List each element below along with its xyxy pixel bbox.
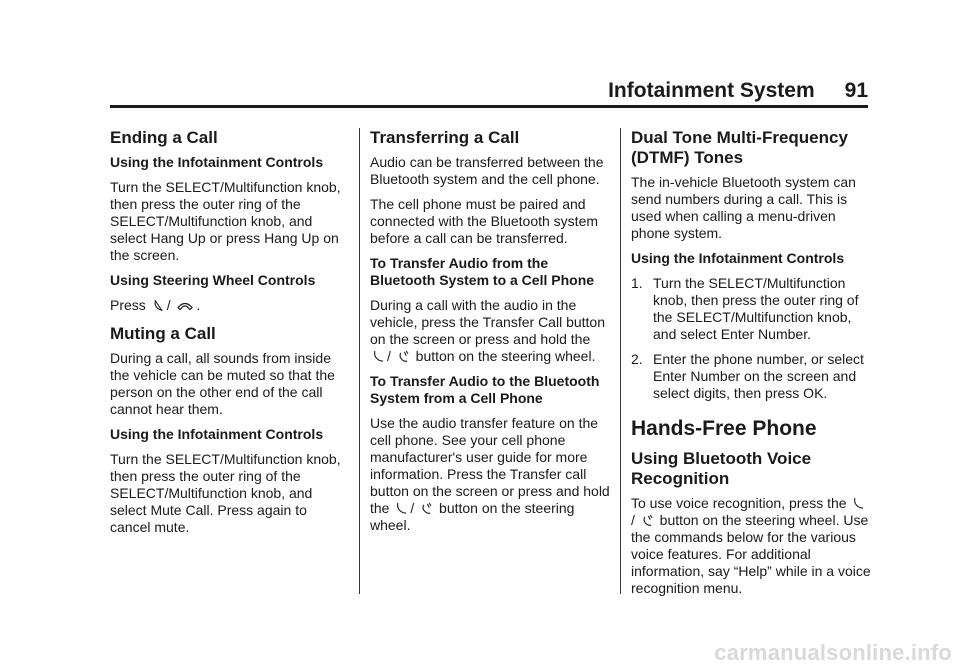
header-rule (110, 105, 868, 108)
heading-ending-call: Ending a Call (110, 128, 218, 147)
hang-up-icon (177, 299, 193, 312)
subheading: Using the Infotainment Controls (110, 426, 324, 442)
column-1 (110, 128, 350, 544)
paragraph: During a call with the audio in the vehicle, press the Transfer Call button on the screen or press and hold the / button on the steering wheel. (370, 297, 606, 364)
page-number: 91 (844, 79, 868, 102)
push-to-talk-icon (642, 514, 653, 527)
paragraph: To use voice recognition, press the / button on the steering wheel. Use the commands below for the various voice features. For additional information, say “Help” while in a voice recognition menu. (631, 495, 871, 596)
paragraph: Use the audio transfer feature on the cell phone. See your cell phone manufacturer's user guide for more information. Press the Transfer call button on the screen or press and hold the / button on the steering wheel. (370, 415, 610, 533)
column-divider (359, 128, 360, 594)
push-to-talk-icon (398, 350, 409, 363)
paragraph: The in-vehicle Bluetooth system can send numbers during a call. This is used when calling a menu-driven phone system. (631, 174, 856, 241)
paragraph: During a call, all sounds from inside the vehicle can be muted so that the person on the other end of the call cannot hear them. (110, 350, 335, 417)
column-2 (370, 128, 610, 542)
end-call-icon (153, 299, 164, 312)
section-title: Infotainment System (608, 79, 815, 102)
list-item: 1. Turn the SELECT/Multifunction knob, then press the outer ring of the SELECT/Multifunction knob, and select Enter Number. (631, 275, 859, 342)
heading-dtmf: Dual Tone Multi-Frequency (DTMF) Tones (631, 128, 848, 167)
column-3 (631, 128, 871, 605)
column-divider (620, 128, 621, 594)
subheading: Using the Infotainment Controls (110, 154, 324, 170)
paragraph: Audio can be transferred between the Bluetooth system and the cell phone. (370, 154, 604, 187)
heading-muting-call: Muting a Call (110, 324, 216, 343)
subheading: Using Steering Wheel Controls (110, 272, 316, 288)
dtmf-steps (631, 275, 871, 402)
heading-voice-recognition: Using Bluetooth Voice Recognition (631, 449, 812, 488)
subheading: To Transfer Audio to the Bluetooth System from a Cell Phone (370, 373, 600, 406)
voice-button-icon (853, 497, 864, 510)
subheading: Using the Infotainment Controls (631, 250, 845, 266)
page-header (110, 78, 868, 104)
push-to-talk-icon (421, 502, 432, 515)
subheading: To Transfer Audio from the Bluetooth System to a Cell Phone (370, 255, 595, 288)
paragraph: Turn the SELECT/Multifunction knob, then press the outer ring of the SELECT/Multifunction knob, and select Hang Up or press Hang Up on the screen. (110, 179, 341, 263)
paragraph: Turn the SELECT/Multifunction knob, then press the outer ring of the SELECT/Multifunction knob, and select Mute Call. Press again to cancel mute. (110, 451, 341, 535)
list-item: 2. Enter the phone number, or select Enter Number on the screen and select digits, then press OK. (631, 351, 864, 401)
voice-button-icon (396, 502, 407, 515)
heading-transferring-call: Transferring a Call (370, 128, 520, 147)
paragraph: The cell phone must be paired and connected with the Bluetooth system before a call can be transferred. (370, 196, 599, 246)
press-instruction: Press / . (110, 297, 201, 313)
voice-button-icon (373, 350, 384, 363)
watermark: carmanualsonline.info (714, 640, 952, 665)
heading-hands-free: Hands-Free Phone (631, 417, 817, 440)
